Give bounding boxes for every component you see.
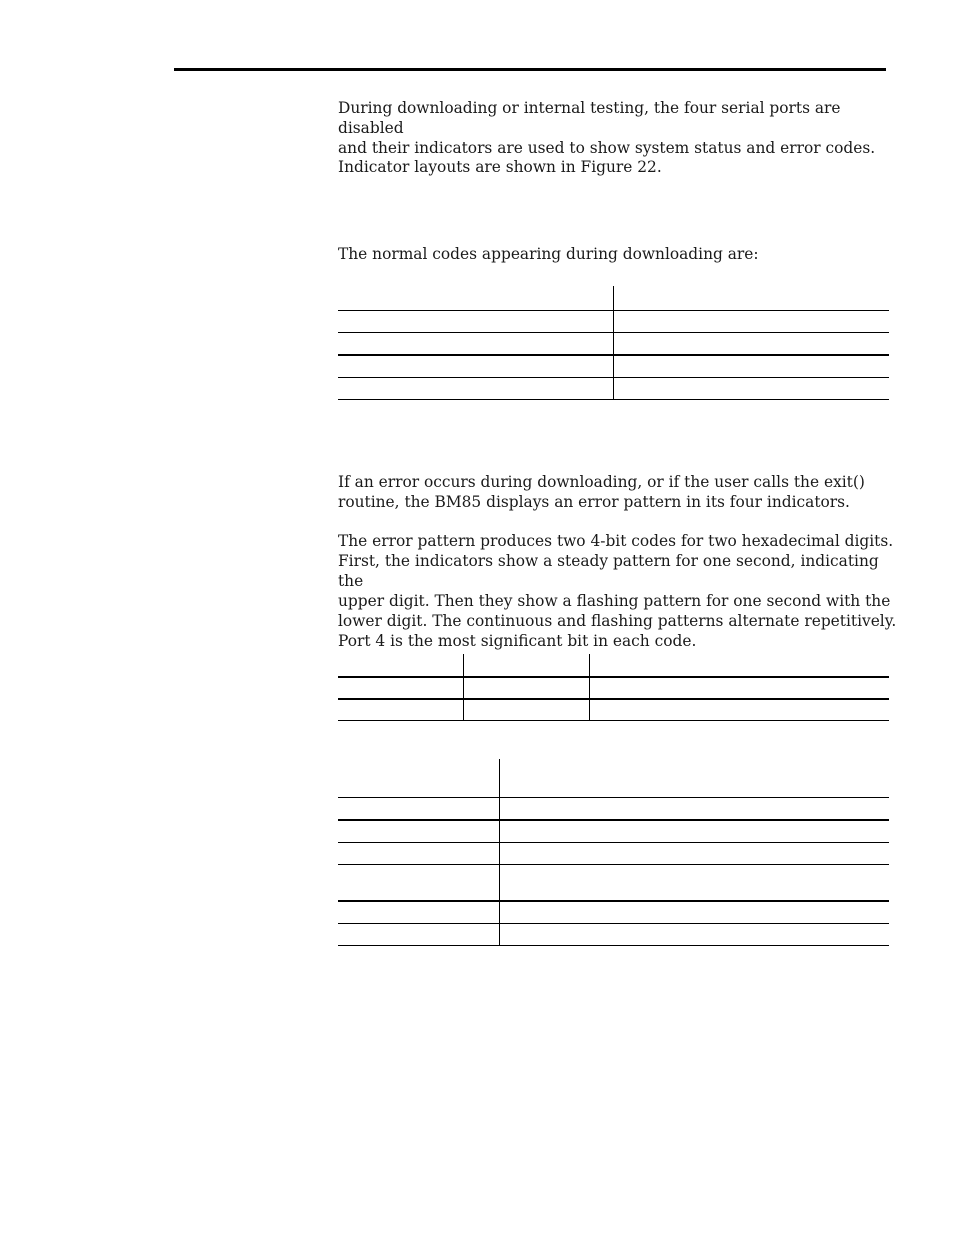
table-row-divider (338, 923, 889, 924)
table-row-divider (338, 354, 889, 356)
table-row-divider (338, 797, 889, 798)
paragraph-indicator-layouts: Indicator layouts are shown in Figure 22. (338, 158, 662, 176)
paragraph-error-pattern: The error pattern produces two 4-bit codes for two hexadecimal digits. First, the indicators show a steady pattern for one second, indicating the upper digit. Then they show a flashing pattern for one second with the lower digit. The continuous and flashing patterns alternate repetitively. Port 4 is the most significant bit in each code. (338, 532, 897, 650)
paragraph-error-occurs: If an error occurs during downloading, or if the user calls the exit() routine, the BM85 displays an error pattern in its four indicators. (338, 473, 865, 511)
paragraph-serial-ports: During downloading or internal testing, the four serial ports are disabled and their indicators are used to show system status and error codes. (338, 99, 876, 157)
error-codes-table (338, 759, 889, 946)
paragraph-normal-codes-intro: The normal codes appearing during downloading are: (338, 245, 759, 263)
column-divider (463, 654, 464, 721)
table-row-divider (338, 332, 889, 333)
header-rule (174, 68, 886, 71)
table-row-divider (338, 900, 889, 902)
column-divider (589, 654, 590, 721)
table-row-divider (338, 720, 889, 721)
table-row-divider (338, 377, 889, 378)
table-row-divider (338, 945, 889, 946)
error-pattern-table (338, 654, 889, 721)
table-row-divider (338, 698, 889, 700)
table-row-divider (338, 310, 889, 311)
column-divider (613, 286, 614, 400)
table-row-divider (338, 819, 889, 821)
table-row-divider (338, 399, 889, 400)
column-divider (499, 759, 500, 946)
table-row-divider (338, 864, 889, 865)
table-row-divider (338, 842, 889, 843)
normal-codes-table (338, 286, 889, 400)
table-row-divider (338, 676, 889, 678)
